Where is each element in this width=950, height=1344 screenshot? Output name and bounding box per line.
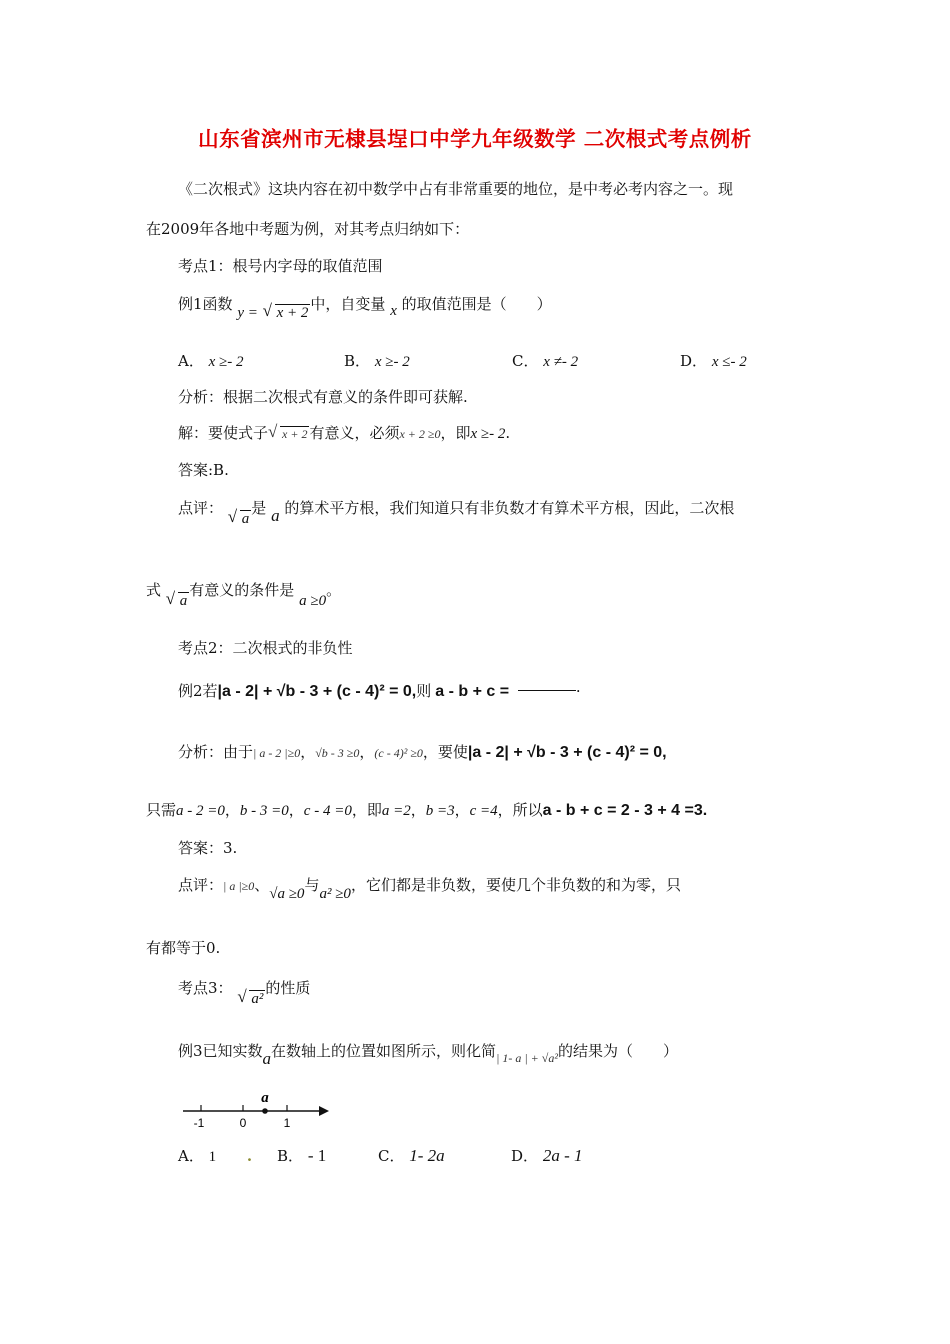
comment-tail: 的算术平方根，我们知道只有非负数才有算术平方根，因此，二次根 (284, 499, 735, 517)
radical-sign-icon: √ (268, 422, 278, 441)
k2-an2-5: b =3 (425, 803, 455, 819)
k3-ex-var: a (262, 1049, 272, 1068)
sol-mid: 有意义，必须 (309, 424, 400, 442)
option-expr: x ≠- 2 (543, 354, 579, 370)
k3-heading-prefix: 考点3： (178, 979, 233, 997)
k2-an2-1: a - 2 =0 (176, 803, 225, 819)
intro-line-1: 《二次根式》这块内容在初中数学中占有非常重要的地位，是中考必考内容之一。现 (178, 180, 734, 198)
k2-an-3: (c - 4)² ≥0 (374, 746, 423, 760)
k2-example: 例2若|a - 2| + √b - 3 + (c - 4)² = 0,则 a - b + c = · (178, 682, 581, 700)
sol-end: . (505, 424, 511, 442)
option-label: D． (511, 1147, 539, 1165)
radical-sign-icon: √ (262, 301, 272, 320)
k2-comment-with: 与 (304, 876, 320, 894)
k2-an2-result: a - b + c = 2 - 3 + 4 =3. (542, 802, 708, 819)
k2-comment: 点评：| a |≥0、√a ≥0与a² ≥0，它们都是非负数，要使几个非负数的和为零，只 (178, 876, 681, 902)
comment-mid: 是 (251, 499, 267, 517)
k1-heading: 考点1：根号内字母的取值范围 (178, 257, 383, 275)
number-line (175, 1087, 335, 1133)
option-expr: x ≥- 2 (374, 354, 410, 370)
k3-option-d (511, 1146, 582, 1166)
k2-comment-2: √a ≥0 (269, 886, 305, 902)
comment-radicand: a (241, 511, 250, 527)
k2-an2-mid: ，即 (351, 801, 382, 819)
k2-an-equation: |a - 2| + √b - 3 + (c - 4)² = 0, (467, 744, 667, 761)
k2-heading: 考点2：二次根式的非负性 (178, 639, 353, 657)
k2-an2-3: c - 4 =0 (303, 803, 352, 819)
radical-sign-icon: √ (237, 987, 247, 1006)
k2-an2-6: c =4 (469, 803, 498, 819)
sol-mid2: ，即 (440, 424, 471, 442)
k2-answer: 答案：3. (178, 839, 238, 857)
option-label: B． (277, 1147, 304, 1165)
answer-blank (518, 690, 576, 691)
k2-comment-prefix: 点评： (178, 876, 224, 894)
option-label: C． (512, 352, 539, 370)
k3-ex-tail: 的结果为（ ） (557, 1042, 678, 1060)
option-expr: x ≥- 2 (208, 354, 244, 370)
radical-sign-icon: √ (165, 589, 176, 608)
comment-var: a (271, 506, 280, 525)
option-label: A． (178, 1147, 204, 1165)
option-label: A． (178, 352, 204, 370)
k3-ex-mid: 在数轴上的位置如图所示，则化简 (271, 1042, 497, 1060)
k2-comment-2-line: 有都等于0. (146, 939, 221, 957)
document-title: 山东省滨州市无棣县埕口中学九年级数学 二次根式考点例析 (198, 127, 752, 151)
comment2-end: 。 (326, 581, 342, 599)
sol-result: x ≥- 2 (470, 426, 506, 442)
k3-heading (178, 978, 311, 1007)
option-label: D． (680, 352, 708, 370)
axis-arrow-icon (319, 1106, 329, 1116)
k2-an-2: √b - 3 ≥0 (315, 746, 360, 760)
k2-an2-4: a =2 (381, 803, 411, 819)
k1-option-c (512, 351, 578, 372)
k2-an2-so: ，所以 (497, 801, 543, 819)
comment2-cond: a ≥0 (299, 593, 327, 609)
k2-ex-prefix: 例2若 (178, 682, 218, 700)
k1-answer: 答案:B. (178, 461, 229, 479)
k1-ex-tail: 的取值范围是（ ） (401, 295, 552, 313)
k1-solution (178, 423, 510, 444)
k2-an2-2: b - 3 =0 (239, 803, 289, 819)
sol-cond: x + 2 ≥0 (399, 427, 441, 441)
k2-comment-tail: ，它们都是非负数，要使几个非负数的和为零，只 (350, 876, 681, 894)
comment2-mid: 有意义的条件是 (189, 581, 295, 599)
option-label: C． (378, 1147, 405, 1165)
k3-heading-sqrt (237, 989, 265, 1009)
k1-option-b (344, 351, 410, 372)
k1-option-d (680, 351, 747, 372)
k1-comment-2 (146, 580, 342, 609)
k1-comment-sqrt (228, 509, 252, 529)
comment2-prefix: 式 (146, 581, 162, 599)
k2-comment-1: | a |≥0 (223, 879, 255, 893)
k1-analysis: 分析：根据二次根式有意义的条件即可获解. (178, 388, 468, 406)
point-a-label: a (261, 1090, 269, 1106)
k2-comment-3: a² ≥0 (319, 886, 351, 902)
k3-heading-radicand: a² (251, 991, 264, 1007)
k1-sol-sqrt (268, 424, 309, 444)
tick-label-neg-one: -1 (193, 1116, 205, 1130)
tick-label-one: 1 (283, 1116, 291, 1130)
k3-ex-prefix: 例3已知实数 (178, 1042, 263, 1060)
option-expr: 1- 2a (409, 1146, 445, 1165)
comment2-radicand: a (179, 593, 188, 609)
k2-analysis-2: 只需a - 2 =0，b - 3 =0，c - 4 =0，即a =2，b =3，c =4，所以a - b + c = 2 - 3 + 4 =3. (146, 801, 708, 819)
comment-prefix: 点评： (178, 499, 224, 517)
tick-label-zero: 0 (239, 1116, 247, 1130)
k2-an-mid: ，要使 (422, 743, 468, 761)
sol-prefix: 解：要使式子 (178, 424, 269, 442)
point-a (262, 1108, 268, 1114)
k3-example (178, 1041, 678, 1068)
k3-ex-expr: | 1- a | + √a² (496, 1051, 558, 1065)
intro-line-2: 在2009年各地中考题为例，对其考点归纳如下： (146, 220, 470, 238)
k1-ex-sqrt (263, 303, 311, 323)
k2-ex-equation: |a - 2| + √b - 3 + (c - 4)² = 0, (217, 683, 417, 700)
k1-option-a (178, 351, 244, 372)
k3-heading-tail: 的性质 (265, 979, 311, 997)
option-label: B． (344, 352, 371, 370)
k3-option-a (178, 1146, 252, 1167)
option-expr: 1 (208, 1149, 217, 1165)
k1-comment (178, 498, 735, 527)
k1-example (178, 294, 552, 321)
k3-option-c (378, 1146, 445, 1166)
k2-an-1: | a - 2 |≥0 (253, 746, 301, 760)
k1-ex-suffix: 中，自变量 (310, 295, 386, 313)
k2-ex-ask: a - b + c = (435, 683, 510, 700)
radical-sign-icon: √ (227, 507, 238, 526)
k2-ex-then: 则 (416, 682, 432, 700)
k2-an2-prefix: 只需 (146, 801, 177, 819)
sol-radicand: x + 2 (282, 427, 308, 441)
k1-ex-prefix: 例1函数 (178, 295, 233, 313)
k1-ex-var: x (390, 303, 397, 319)
k2-analysis: 分析：由于| a - 2 |≥0，√b - 3 ≥0，(c - 4)² ≥0，要使|a - 2| + √b - 3 + (c - 4)² = 0, (178, 743, 667, 761)
k1-comment2-sqrt (166, 591, 190, 611)
k1-ex-lhs: y = (237, 305, 258, 321)
option-expr: - 1 (307, 1146, 327, 1165)
k2-an-prefix: 分析：由于 (178, 743, 254, 761)
option-expr: x ≤- 2 (711, 354, 747, 370)
option-expr: 2a - 1 (542, 1146, 583, 1165)
k1-ex-radicand: x + 2 (276, 305, 309, 321)
k3-option-b (277, 1146, 326, 1166)
decorative-dot: . (246, 1147, 253, 1165)
